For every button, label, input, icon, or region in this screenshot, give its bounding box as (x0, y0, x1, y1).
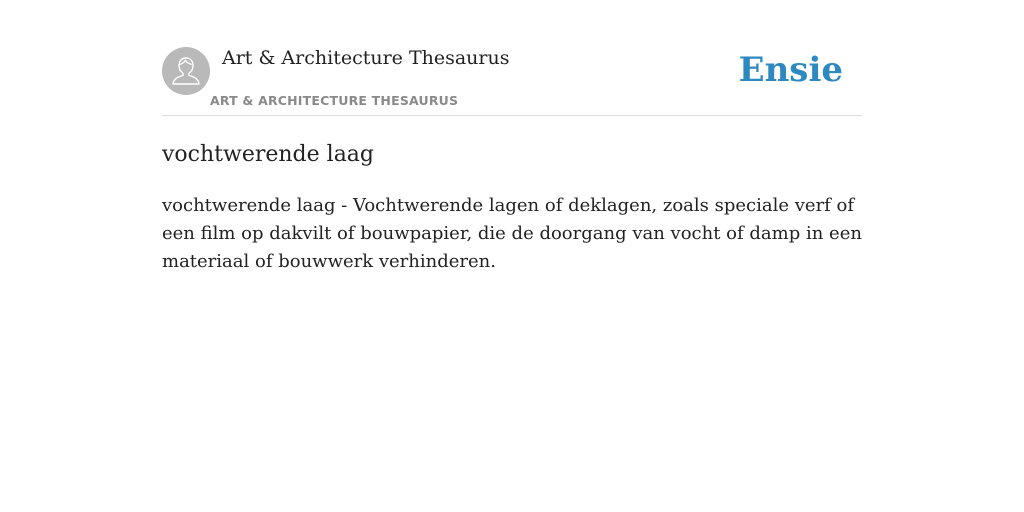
ensie-logo[interactable]: Ensie (738, 50, 843, 90)
author-subtitle: ART & ARCHITECTURE THESAURUS (210, 93, 459, 108)
entry-definition: vochtwerende laag - Vochtwerende lagen of deklagen, zoals speciale verf of een film op dakvilt of bouwpapier, die de doorgang van vocht of damp in een materiaal of bouwwerk verhinderen. (162, 195, 862, 272)
page (162, 0, 862, 276)
entry-header (162, 46, 862, 116)
user-avatar-icon[interactable] (162, 47, 210, 95)
author-name[interactable]: Art & Architecture Thesaurus (222, 47, 510, 69)
entry-title: vochtwerende laag (162, 142, 375, 167)
